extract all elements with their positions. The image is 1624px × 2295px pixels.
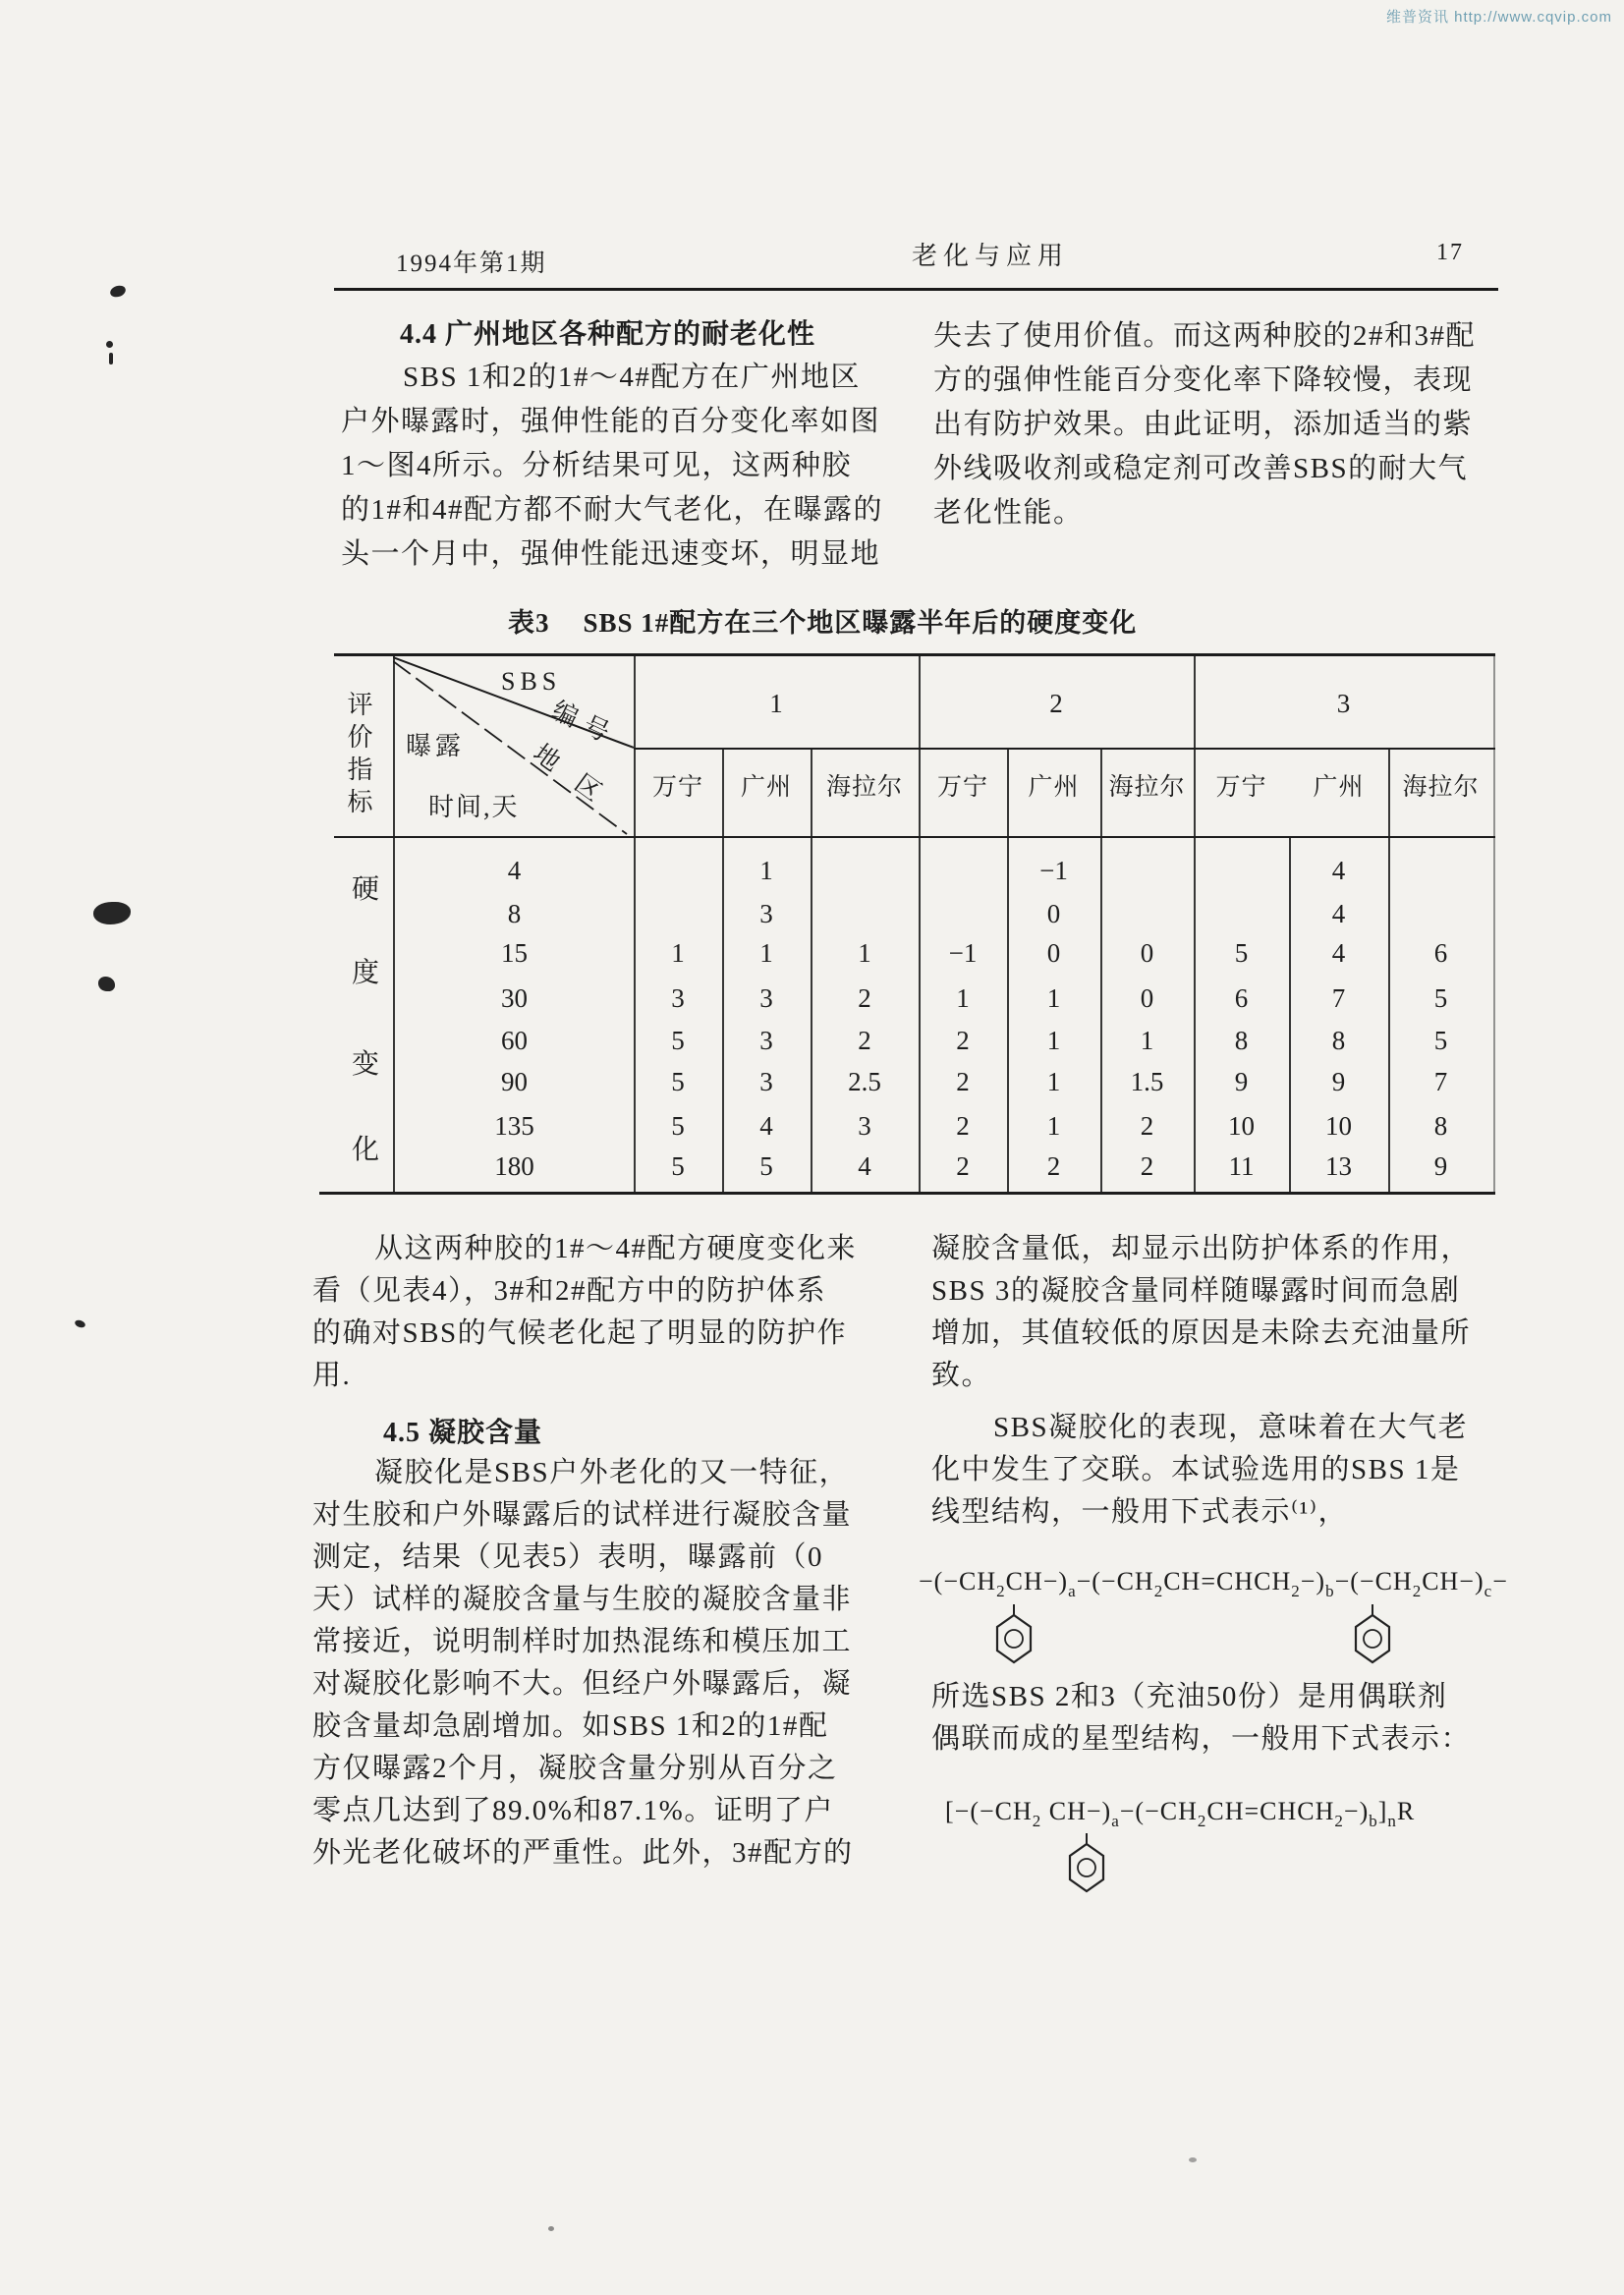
formula-subscript: 2 xyxy=(1197,1812,1207,1830)
table-row xyxy=(334,1065,1495,1100)
text-line: 失去了使用价值。而这两种胶的2#和3#配 xyxy=(933,320,1477,352)
table-cell: 2 xyxy=(956,1151,970,1181)
formula-text: −(−CH xyxy=(1076,1567,1154,1595)
text-line: 的1#和4#配方都不耐大气老化，在曝露的 xyxy=(341,494,884,526)
table-cell: 2 xyxy=(1046,1151,1061,1181)
table-bottom-border xyxy=(319,1192,1495,1195)
text-line: 老化性能。 xyxy=(933,497,1084,529)
site-header: 广州 xyxy=(1028,774,1080,801)
table-cell: 5 xyxy=(1234,938,1249,968)
table3-caption-text: SBS 1#配方在三个地区曝露半年后的硬度变化 xyxy=(583,608,1138,638)
time-cell: 8 xyxy=(507,899,522,928)
section-44-left-column xyxy=(341,356,884,577)
time-cell: 180 xyxy=(494,1151,534,1181)
formula-subscript: 2 xyxy=(1334,1812,1344,1830)
text-line: 测定，结果（见表5）表明，曝露前（0 xyxy=(312,1541,824,1573)
formula-text: CH−) xyxy=(1005,1567,1069,1595)
table-cell: 2 xyxy=(956,1026,970,1055)
table-cell: 0 xyxy=(1046,899,1061,928)
table-cell xyxy=(1194,897,1289,930)
row-axis-label: 评价指标 xyxy=(344,691,372,820)
text-line: 对凝胶化影响不大。但经户外曝露后，凝 xyxy=(312,1668,853,1700)
formula-text: −(−CH xyxy=(1119,1797,1198,1825)
star-sbs-formula xyxy=(945,1792,1415,1831)
table-cell: 8 xyxy=(1331,1026,1346,1055)
formula-subscript: b xyxy=(1325,1582,1335,1600)
lower-right-paragraph-1 xyxy=(931,1228,1506,1397)
table-cell: 3 xyxy=(759,983,773,1013)
lower-left-paragraph-2 xyxy=(312,1452,865,1875)
benzene-ring-icon xyxy=(1067,1833,1106,1896)
text-line: 1～图4所示。分析结果可见，这两种胶 xyxy=(341,450,853,481)
formula-text: −) xyxy=(1300,1567,1326,1595)
measure-char: 化 xyxy=(351,1135,379,1165)
table-cell xyxy=(1100,854,1194,887)
table-cell: 3 xyxy=(671,983,685,1013)
table-cell: 11 xyxy=(1228,1151,1255,1181)
text-line: 增加，其值较低的原因是未除去充油量所 xyxy=(931,1317,1472,1349)
time-cell: 4 xyxy=(507,856,522,885)
table-cell: 3 xyxy=(858,1111,871,1141)
table-cell: 0 xyxy=(1140,983,1154,1013)
site-header: 万宁 xyxy=(936,774,988,801)
text-line: 凝胶化是SBS户外老化的又一特征， xyxy=(374,1457,850,1488)
table-cell: 5 xyxy=(671,1067,685,1096)
table-cell: 10 xyxy=(1228,1111,1255,1141)
table-cell: 2.5 xyxy=(848,1067,881,1096)
table-cell: 1 xyxy=(671,938,685,968)
text-line: 胶含量却急剧增加。如SBS 1和2的1#配 xyxy=(312,1710,829,1742)
formula-subscript: 2 xyxy=(1291,1582,1301,1600)
measure-char: 硬 xyxy=(351,874,379,905)
table-cell xyxy=(811,897,919,930)
formula-text: [−(−CH xyxy=(945,1797,1033,1825)
formula-text: −(−CH xyxy=(1334,1567,1413,1595)
text-line: 零点几达到了89.0%和87.1%。证明了户 xyxy=(312,1795,834,1826)
table-row xyxy=(334,1149,1495,1185)
table-cell: 3 xyxy=(759,1067,773,1096)
table3 xyxy=(334,653,1495,1195)
section-45-heading: 4.5 凝胶含量 xyxy=(383,1418,543,1448)
table-cell: 2 xyxy=(956,1067,970,1096)
table-cell: 1 xyxy=(1046,983,1061,1013)
formula-text: −(−CH xyxy=(919,1567,997,1595)
table-cell: 6 xyxy=(1234,983,1249,1013)
corner-label-sbs: SBS xyxy=(501,667,562,696)
text-line: SBS 3的凝胶含量同样随曝露时间而急剧 xyxy=(931,1275,1461,1307)
time-cell: 30 xyxy=(501,983,528,1013)
lower-right-paragraph-2 xyxy=(931,1407,1506,1534)
scan-speck xyxy=(1189,2157,1197,2162)
table-cell: 5 xyxy=(671,1111,685,1141)
table-cell: −1 xyxy=(948,938,978,968)
benzene-ring-icon xyxy=(1353,1604,1392,1667)
text-line: SBS 1和2的1#～4#配方在广州地区 xyxy=(403,362,861,393)
formula-text: −) xyxy=(1343,1797,1370,1825)
benzene-ring-icon xyxy=(994,1604,1034,1667)
table-row xyxy=(334,1024,1495,1059)
table-cell: 6 xyxy=(1433,938,1448,968)
site-header: 万宁 xyxy=(651,774,703,801)
site-header: 万宁 xyxy=(1215,774,1267,801)
table-cell: 2 xyxy=(1140,1151,1154,1181)
formula-text: − xyxy=(1492,1567,1508,1595)
table-row xyxy=(334,854,1495,889)
table-cell: 13 xyxy=(1325,1151,1352,1181)
table-cell: 2 xyxy=(858,983,871,1013)
journal-issue: 1994年第1期 xyxy=(396,251,547,277)
text-line: 凝胶含量低，却显示出防护体系的作用， xyxy=(931,1233,1472,1264)
text-line: 头一个月中，强伸性能迅速变坏，明显地 xyxy=(341,538,881,570)
section-44-heading: 4.4 广州地区各种配方的耐老化性 xyxy=(400,319,816,350)
formula-text: CH−) xyxy=(1041,1797,1112,1825)
site-header: 广州 xyxy=(740,774,792,801)
corner-label-time-days: 时间,天 xyxy=(428,793,520,821)
scan-speck xyxy=(548,2226,554,2231)
formula-text: R xyxy=(1396,1797,1416,1825)
formula-subscript: 2 xyxy=(996,1582,1006,1600)
journal-title: 老化与应用 xyxy=(912,242,1070,270)
measure-char: 变 xyxy=(351,1049,379,1080)
scan-speck xyxy=(109,353,113,364)
site-header: 广州 xyxy=(1313,774,1365,801)
table-header-divider xyxy=(634,748,1495,750)
table-cell: 9 xyxy=(1433,1151,1448,1181)
table-cell xyxy=(919,854,1007,887)
text-line: 方仅曝露2个月，凝胶含量分别从百分之 xyxy=(312,1753,838,1784)
time-cell: 135 xyxy=(494,1111,534,1141)
corner-label-exposure: 曝露 xyxy=(406,732,466,760)
table-cell: 1 xyxy=(858,938,871,968)
time-cell: 15 xyxy=(501,938,528,968)
table-cell: 1 xyxy=(1046,1111,1061,1141)
scan-speck xyxy=(93,902,131,924)
table-cell: 2 xyxy=(956,1111,970,1141)
text-line: SBS凝胶化的表现，意味着在大气老 xyxy=(993,1412,1469,1443)
group-header: 3 xyxy=(1336,689,1351,718)
table-cell: 2 xyxy=(858,1026,871,1055)
text-line: 出有防护效果。由此证明，添加适当的紫 xyxy=(933,409,1474,440)
formula-subscript: a xyxy=(1068,1582,1077,1600)
section-44-right-column xyxy=(933,314,1508,535)
formula-subscript: a xyxy=(1111,1812,1120,1830)
site-header: 海拉尔 xyxy=(1108,774,1186,801)
cqvip-watermark: 维普资讯 http://www.cqvip.com xyxy=(1385,9,1612,26)
text-line: 用. xyxy=(312,1360,352,1391)
table-cell xyxy=(1194,854,1289,887)
text-line: 对生胶和户外曝露后的试样进行凝胶含量 xyxy=(312,1499,853,1531)
scan-speck xyxy=(109,284,128,299)
table-cell: 7 xyxy=(1433,1067,1448,1096)
table-cell: 9 xyxy=(1234,1067,1249,1096)
header-rule xyxy=(334,288,1498,291)
table-cell: 5 xyxy=(1433,1026,1448,1055)
site-header: 海拉尔 xyxy=(1402,774,1480,801)
table-cell xyxy=(811,854,919,887)
text-line: 外光老化破坏的严重性。此外，3#配方的 xyxy=(312,1837,854,1869)
text-line: 方的强伸性能百分变化率下降较慢，表现 xyxy=(933,364,1474,396)
table-cell: 5 xyxy=(1433,983,1448,1013)
scan-speck xyxy=(98,977,115,991)
formula-subscript: n xyxy=(1387,1812,1397,1830)
table-cell xyxy=(634,897,722,930)
lower-right-paragraph-3 xyxy=(931,1676,1506,1761)
text-line: 从这两种胶的1#～4#配方硬度变化来 xyxy=(374,1233,858,1264)
table-cell: 8 xyxy=(1433,1111,1448,1141)
corner-label-region: 地区 xyxy=(528,738,628,822)
corner-label-number: 编号 xyxy=(547,696,622,752)
text-line: 线型结构，一般用下式表示⁽¹⁾， xyxy=(931,1496,1348,1528)
table-cell: 1 xyxy=(1046,1067,1061,1096)
table-cell: 0 xyxy=(1140,938,1154,968)
text-line: 所选SBS 2和3（充油50份）是用偶联剂 xyxy=(931,1681,1448,1712)
formula-text: CH=CHCH xyxy=(1163,1567,1292,1595)
formula-subscript: b xyxy=(1369,1812,1378,1830)
table-cell: 1 xyxy=(759,856,773,885)
table-cell: 1 xyxy=(759,938,773,968)
table-cell xyxy=(1388,854,1493,887)
formula-subscript: 2 xyxy=(1412,1582,1423,1600)
table-cell: 3 xyxy=(759,1026,773,1055)
text-line: 化中发生了交联。本试验选用的SBS 1是 xyxy=(931,1454,1461,1485)
formula-subscript: 2 xyxy=(1032,1812,1042,1830)
formula-subscript: c xyxy=(1484,1582,1493,1600)
text-line: 外线吸收剂或稳定剂可改善SBS的耐大气 xyxy=(933,453,1469,484)
lower-left-paragraph-1 xyxy=(312,1228,865,1397)
table-cell: 7 xyxy=(1331,983,1346,1013)
linear-sbs-formula xyxy=(919,1562,1508,1601)
table-cell xyxy=(919,897,1007,930)
table-cell: 2 xyxy=(1140,1111,1154,1141)
table-cell: 4 xyxy=(1331,856,1346,885)
table-cell: 1.5 xyxy=(1130,1067,1164,1096)
group-header: 2 xyxy=(1049,689,1063,718)
text-line: 偶联而成的星型结构，一般用下式表示： xyxy=(931,1723,1472,1755)
table-cell: 5 xyxy=(671,1026,685,1055)
table-cell: 4 xyxy=(858,1151,871,1181)
table-cell xyxy=(1388,897,1493,930)
scan-speck xyxy=(106,341,113,348)
text-line: 户外曝露时，强伸性能的百分变化率如图 xyxy=(341,406,881,437)
table-cell: 4 xyxy=(1331,938,1346,968)
page-number: 17 xyxy=(1436,240,1464,265)
text-line: 天）试样的凝胶含量与生胶的凝胶含量非 xyxy=(312,1584,853,1615)
text-line: 致。 xyxy=(931,1360,992,1391)
group-header: 1 xyxy=(769,689,783,718)
text-line: 常接近，说明制样时加热混练和模压加工 xyxy=(312,1626,853,1657)
table-cell: 9 xyxy=(1331,1067,1346,1096)
table-cell: 1 xyxy=(956,983,970,1013)
table-row xyxy=(334,981,1495,1017)
scan-speck xyxy=(74,1318,86,1328)
table-cell xyxy=(1100,897,1194,930)
table3-caption-label: 表3 xyxy=(508,608,550,638)
time-cell: 60 xyxy=(501,1026,528,1055)
time-cell: 90 xyxy=(501,1067,528,1096)
table-cell: 4 xyxy=(1331,899,1346,928)
formula-text: CH−) xyxy=(1422,1567,1484,1595)
table-cell: 8 xyxy=(1234,1026,1249,1055)
table-cell xyxy=(634,854,722,887)
formula-text: ] xyxy=(1377,1797,1388,1825)
table-row xyxy=(334,897,1495,932)
formula-text: CH=CHCH xyxy=(1206,1797,1335,1825)
table-cell: 5 xyxy=(759,1151,773,1181)
table-row xyxy=(334,1109,1495,1145)
table-cell: 0 xyxy=(1046,938,1061,968)
formula-subscript: 2 xyxy=(1153,1582,1164,1600)
text-line: 的确对SBS的气候老化起了明显的防护作 xyxy=(312,1317,848,1349)
site-header: 海拉尔 xyxy=(825,774,903,801)
table-cell: 4 xyxy=(759,1111,773,1141)
table-row xyxy=(334,936,1495,972)
table-cell: 3 xyxy=(759,899,773,928)
table-cell: 10 xyxy=(1325,1111,1352,1141)
table-cell: 1 xyxy=(1046,1026,1061,1055)
table3-caption xyxy=(508,601,1137,640)
text-line: 看（见表4），3#和2#配方中的防护体系 xyxy=(312,1275,827,1307)
table-cell: 1 xyxy=(1140,1026,1154,1055)
table-cell: −1 xyxy=(1039,856,1068,885)
table-cell: 5 xyxy=(671,1151,685,1181)
measure-char: 度 xyxy=(351,958,379,988)
table-subheader-divider xyxy=(334,836,1495,838)
